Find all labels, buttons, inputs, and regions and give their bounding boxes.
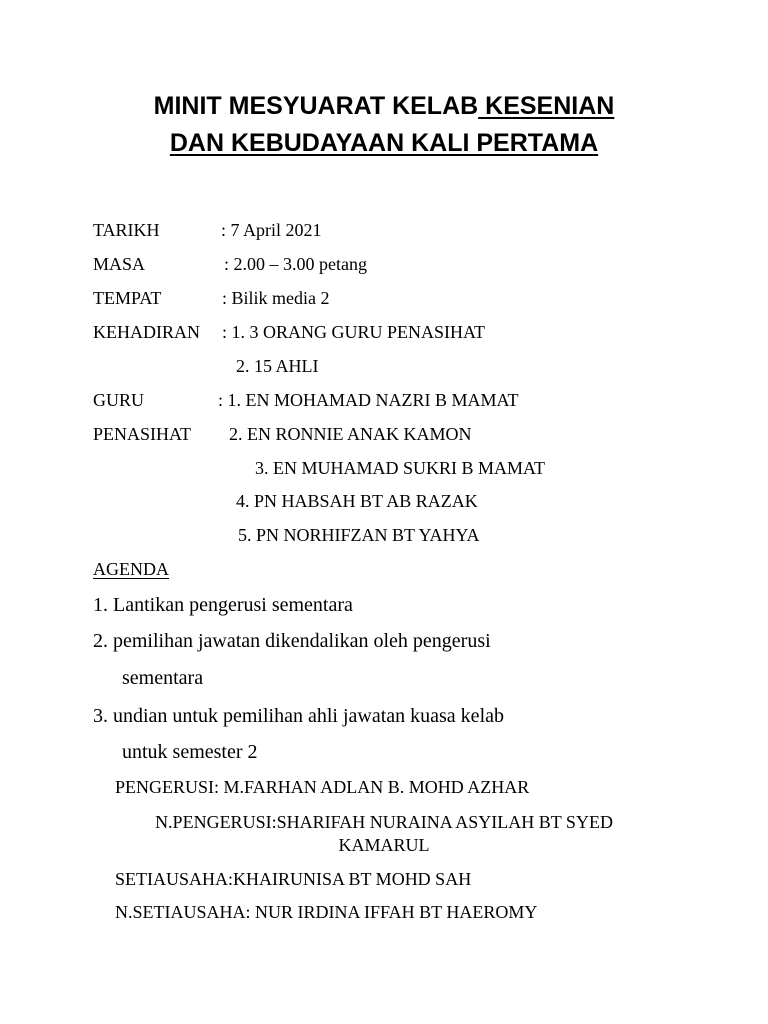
agenda-item-2-continued: sementara bbox=[122, 667, 204, 689]
document-title-line-1 bbox=[0, 91, 768, 121]
agenda-item-3-continued: untuk semester 2 bbox=[122, 741, 258, 763]
naib-setiausaha-line: N.SETIAUSAHA: NUR IRDINA IFFAH BT HAEROMY bbox=[115, 902, 538, 922]
masa-label: MASA bbox=[93, 254, 146, 274]
naib-pengerusi-line-continued: KAMARUL bbox=[338, 835, 430, 855]
title-text: MINIT MESYUARAT KELAB bbox=[153, 92, 479, 120]
guru-item-4: 4. PN HABSAH BT AB RAZAK bbox=[236, 491, 478, 511]
tempat-label: TEMPAT bbox=[93, 288, 162, 308]
tarikh-value: : 7 April 2021 bbox=[221, 220, 322, 240]
document-title-line-2: DAN KEBUDAYAAN KALI PERTAMA bbox=[169, 129, 599, 157]
tarikh-label: TARIKH bbox=[93, 220, 160, 240]
guru-item-1: : 1. EN MOHAMAD NAZRI B MAMAT bbox=[218, 390, 519, 410]
agenda-item-3: 3. undian untuk pemilihan ahli jawatan kuasa kelab bbox=[93, 705, 504, 727]
title-underlined-text: KESENIAN bbox=[478, 92, 615, 120]
kehadiran-item-2: 2. 15 AHLI bbox=[236, 356, 319, 376]
agenda-item-2: 2. pemilihan jawatan dikendalikan oleh pengerusi bbox=[93, 630, 491, 652]
guru-item-5: 5. PN NORHIFZAN BT YAHYA bbox=[238, 525, 480, 545]
pengerusi-line: PENGERUSI: M.FARHAN ADLAN B. MOHD AZHAR bbox=[115, 777, 530, 797]
kehadiran-item-1: : 1. 3 ORANG GURU PENASIHAT bbox=[222, 322, 486, 342]
penasihat-label: PENASIHAT bbox=[93, 424, 192, 444]
tempat-value: : Bilik media 2 bbox=[222, 288, 330, 308]
naib-pengerusi-line: N.PENGERUSI:SHARIFAH NURAINA ASYILAH BT SYED bbox=[155, 812, 613, 832]
guru-item-2: 2. EN RONNIE ANAK KAMON bbox=[229, 424, 472, 444]
guru-label: GURU bbox=[93, 390, 145, 410]
agenda-item-1: 1. Lantikan pengerusi sementara bbox=[93, 594, 353, 616]
masa-value: : 2.00 – 3.00 petang bbox=[224, 254, 367, 274]
setiausaha-line: SETIAUSAHA:KHAIRUNISA BT MOHD SAH bbox=[115, 869, 472, 889]
guru-item-3: 3. EN MUHAMAD SUKRI B MAMAT bbox=[255, 458, 546, 478]
kehadiran-label: KEHADIRAN bbox=[93, 322, 200, 342]
agenda-heading: AGENDA bbox=[93, 559, 169, 579]
